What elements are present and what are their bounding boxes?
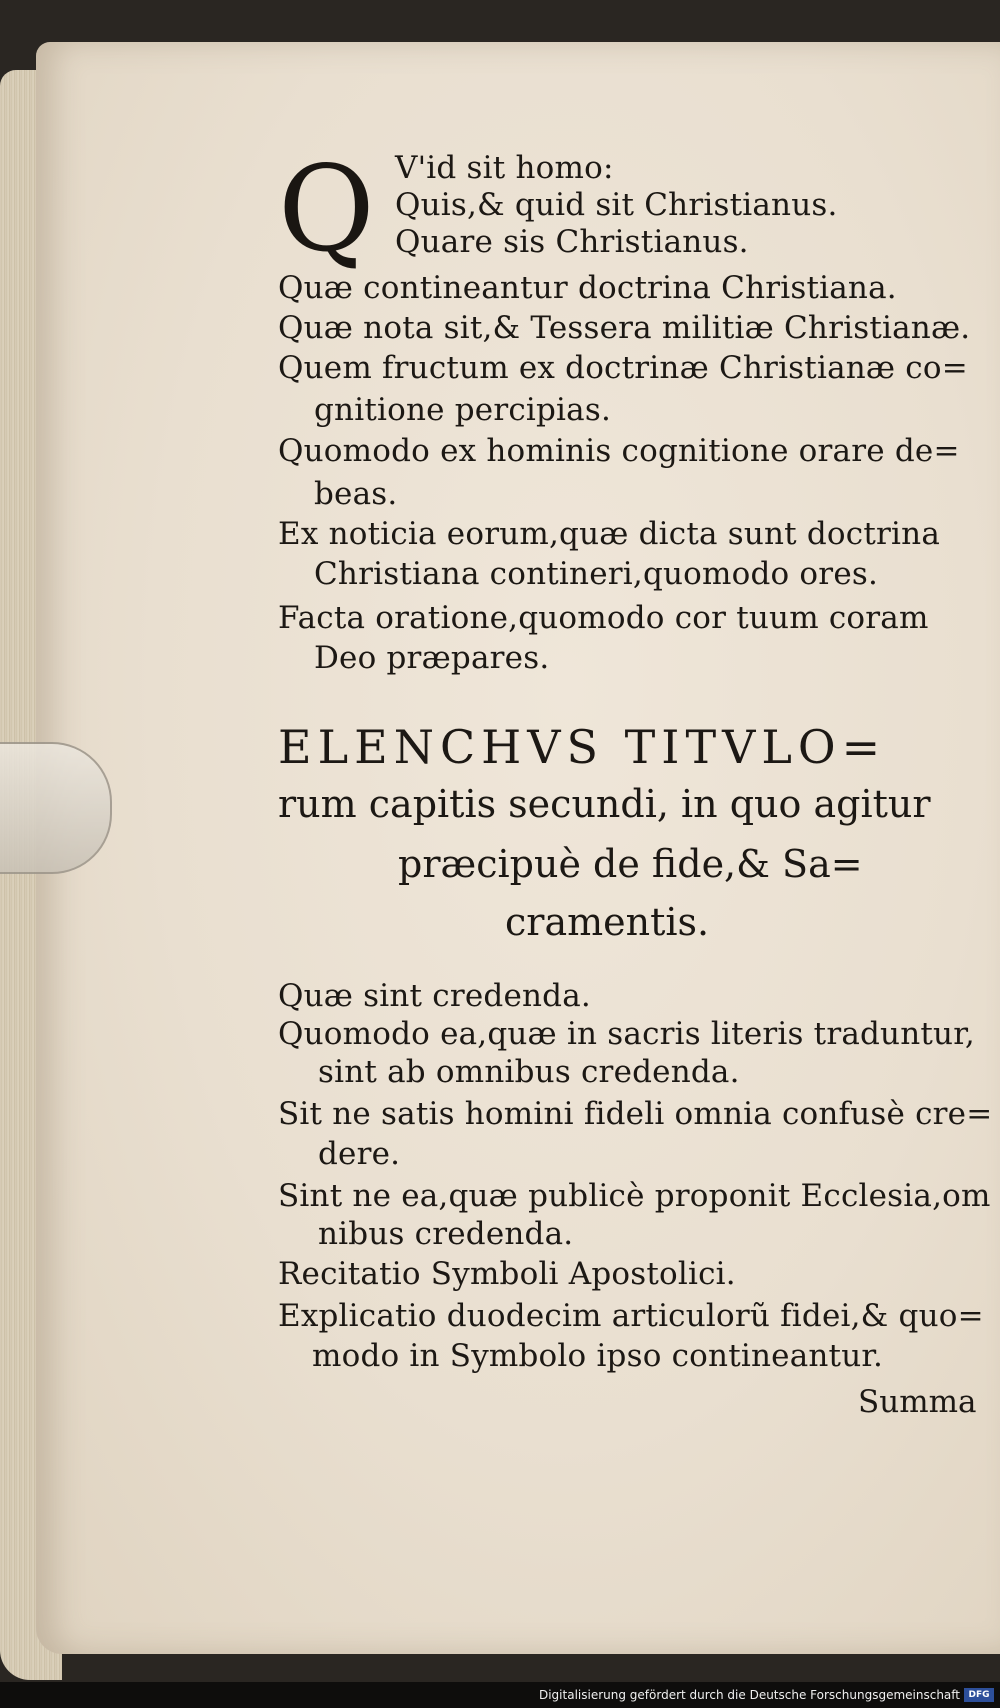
text-line: Sit ne satis homini fideli omnia confusè cre= (278, 1096, 993, 1132)
section-heading: ELENCHVS TITVLO= (278, 720, 887, 774)
text-line: V'id sit homo: (395, 150, 614, 186)
text-line: sint ab omnibus credenda. (318, 1054, 740, 1090)
dfg-logo-icon: DFG (964, 1688, 994, 1702)
text-line: gnitione percipias. (314, 392, 612, 428)
catchword: Summa (858, 1384, 977, 1420)
text-line: Quæ nota sit,& Tessera militiæ Christianæ. (278, 310, 971, 346)
text-line: Quomodo ex hominis cognitione orare de= (278, 433, 960, 469)
heading-line: præcipuè de fide,& Sa= (398, 842, 863, 886)
text-line: nibus credenda. (318, 1216, 574, 1252)
drop-cap: Q (278, 140, 375, 278)
footer-bar (0, 1682, 1000, 1708)
text-line: Quæ sint credenda. (278, 978, 591, 1014)
text-line: Sint ne ea,quæ publicè proponit Ecclesia,om (278, 1178, 991, 1214)
text-line: Ex noticia eorum,quæ dicta sunt doctrina (278, 516, 940, 552)
digitization-credit: Digitalisierung gefördert durch die Deutsche Forschungsgemeinschaft (538, 1688, 960, 1702)
text-line: Quare sis Christianus. (395, 224, 749, 260)
heading-line: cramentis. (505, 900, 710, 944)
text-line: beas. (314, 476, 398, 512)
text-line: Deo præpares. (314, 640, 550, 676)
text-line: Facta oratione,quomodo cor tuum coram (278, 600, 929, 636)
text-line: Quem fructum ex doctrinæ Christianæ co= (278, 350, 968, 386)
text-line: Explicatio duodecim articulorũ fidei,& quo= (278, 1298, 984, 1334)
heading-line: rum capitis secundi, in quo agitur (278, 782, 931, 826)
text-line: Quis,& quid sit Christianus. (395, 187, 838, 223)
text-line: modo in Symbolo ipso contineantur. (312, 1338, 884, 1374)
text-line: dere. (318, 1136, 401, 1172)
text-line: Recitatio Symboli Apostolici. (278, 1256, 736, 1292)
text-line: Quæ contineantur doctrina Christiana. (278, 270, 897, 306)
text-line: Quomodo ea,quæ in sacris literis traduntur, (278, 1016, 975, 1052)
text-line: Christiana contineri,quomodo ores. (314, 556, 879, 592)
